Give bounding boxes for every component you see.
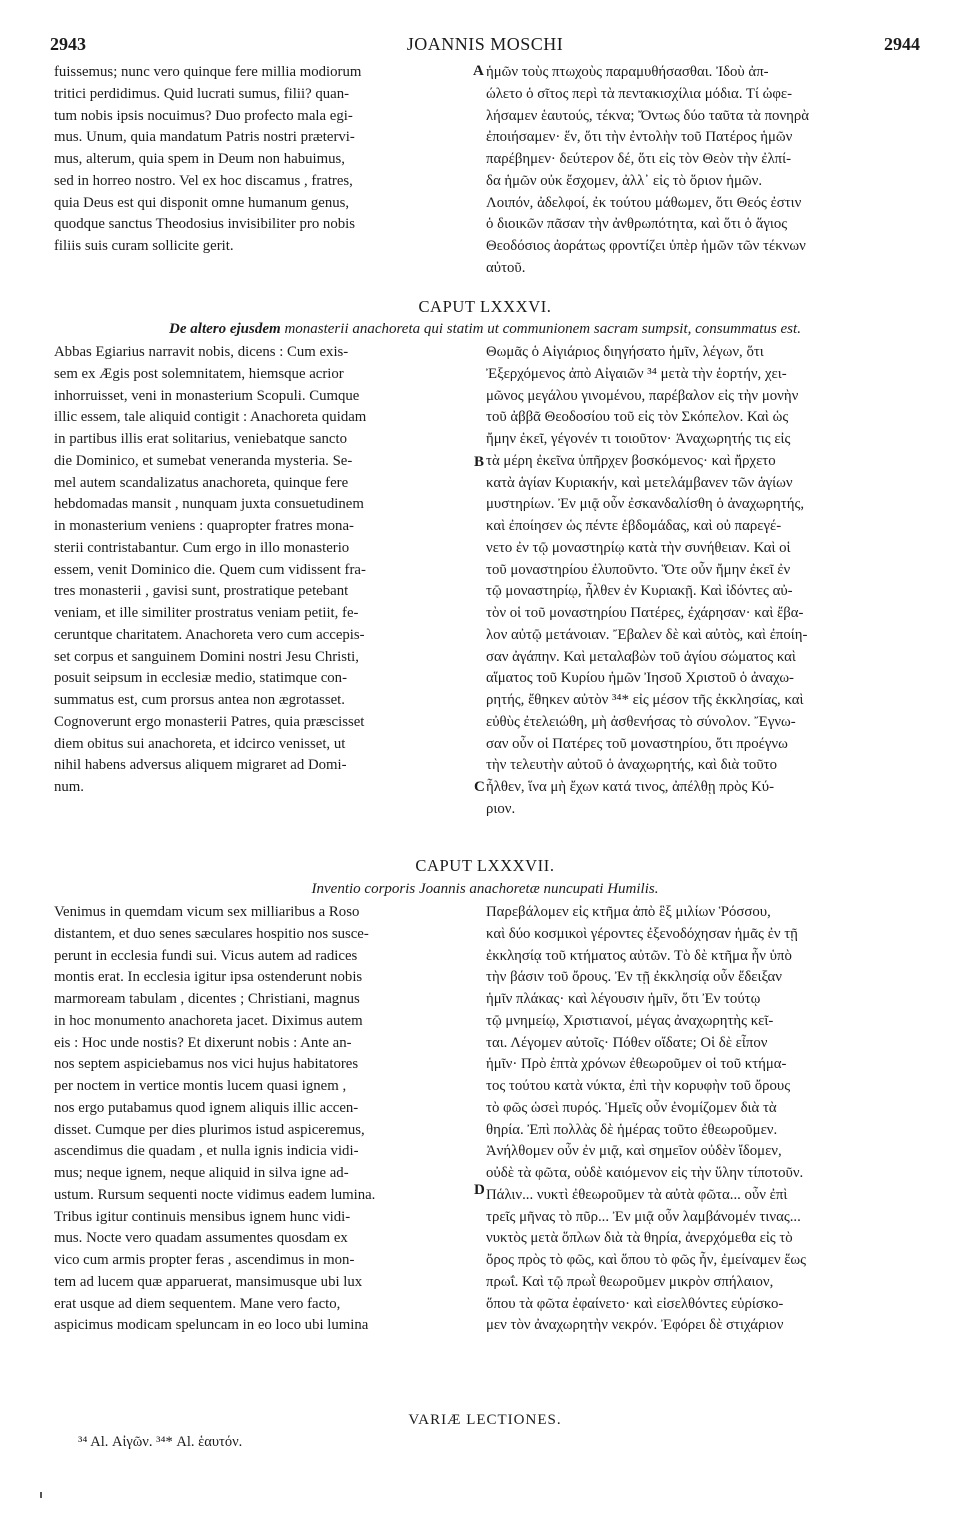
running-title: JOANNIS MOSCHI — [406, 34, 564, 54]
text-line: mus. Unum, quia mandatum Patris nostri prætervi- — [54, 129, 355, 146]
greek-column-ch86 — [486, 342, 918, 826]
chapter-87-subtitle: Inventio corporis Joannis anachoretæ nuncupati Humilis. — [311, 881, 659, 897]
text-line: ἡμῖν· Πρὸ ἑπτὰ χρόνων ἐθεωροῦμεν οἱ τοῦ κτήμα- — [486, 1056, 787, 1073]
latin-column-ch87 — [54, 902, 472, 1342]
text-line: aspicimus modicam speluncam in eo loco ubi lumina — [54, 1317, 369, 1334]
text-line: ται. Λέγομεν αὐτοῖς· Πόθεν οἴδατε; Οἱ δὲ εἶπον — [486, 1034, 768, 1051]
text-line: Cognoverunt ergo monasterii Patres, quia præscisset — [54, 713, 365, 730]
text-line: σαν ἀγάπην. Καὶ μεταλαβὼν τοῦ ἁγίου σώματος καὶ — [486, 648, 796, 665]
chapter-86-subtitle — [50, 321, 920, 338]
text-line: τος τούτου κατὰ νύκτα, ἐπὶ τὴν κορυφὴν τοῦ ὄρους — [486, 1078, 791, 1094]
text-line: ἡμῶν τοὺς πτωχοὺς παραμυθήσασθαι. Ἰδοὺ ἀπ- — [486, 64, 769, 80]
text-line: τοῦ ἀββᾶ Θεοδοσίου τοῦ εἰς τὸν Σκόπελον. Καὶ ὡς — [486, 409, 789, 426]
text-line: σαν οὖν οἱ Πατέρες τοῦ μοναστηρίου, ὅτι προέγνω — [486, 735, 788, 752]
text-line: ώλετο ὁ σῖτος περὶ τὰ πεντακισχίλια μόδια. Τί ὠφε- — [486, 85, 793, 102]
text-line: filiis suis curam sollicite gerit. — [54, 238, 234, 254]
text-line: tritici perdidimus. Quid lucrati sumus, filii? quan- — [54, 85, 350, 102]
text-line: νετο ἐν τῷ μοναστηρίῳ κατὰ τὴν συνήθειαν. Καὶ οἱ — [486, 539, 791, 556]
text-line: τῷ μνημείῳ, Χριστιανοί, μέγας ἀναχωρητὴς κεῖ- — [486, 1012, 774, 1029]
text-line: erat usque ad diem sequentem. Mane vero facto, — [54, 1295, 341, 1312]
left-page-number: 2943 — [50, 34, 86, 54]
text-line: θηρία. Ἐπὶ πολλὰς δὲ ἡμέρας τοῦτο ἐθεωροῦμεν. — [486, 1121, 778, 1138]
text-line: καὶ δύο κοσμικοὶ γέροντες ἐξενοδόχησαν ἡμᾶς ἐν τῇ — [486, 925, 798, 942]
text-line: vico cum armis propter feras , ascendimus in mon- — [54, 1252, 355, 1268]
text-line: in hoc monumento anachoreta jacet. Diximus autem — [54, 1012, 363, 1029]
text-line: nos septem aspiciebamus nos vici hujus habitatores — [54, 1056, 359, 1073]
text-line: αἵματος τοῦ Κυρίου ἡμῶν Ἰησοῦ Χριστοῦ ὁ ἀναχω- — [486, 670, 794, 687]
text-line: hebdomadas mansit , nunquam juxta consuetudinem — [54, 496, 364, 513]
text-line: set corpus et sanguinem Domini nostri Jesu Christi, — [54, 648, 359, 665]
text-line: λήσαμεν ἑαυτούς, τέκνα; Ὄντως δύο ταῦτα τὰ πονηρὰ — [486, 107, 810, 124]
latin-column-block1 — [54, 62, 472, 260]
text-line: per noctem in vertice montis lucem quasi ignem , — [54, 1078, 347, 1094]
text-line: νυκτὸς μετὰ ὅπλων διὰ τὰ θηρία, ἀνερχόμεθα εἰς τὸ — [486, 1230, 793, 1247]
text-line: nos ergo putabamus quod ignem aliquis illic accen- — [54, 1099, 359, 1116]
text-line: inhorruisset, veni in monasterium Scopuli. Cumque — [54, 387, 360, 404]
text-line: μεν τὸν ἀναχωρητὴν νεκρόν. Ἐφόρει δὲ στιχάριον — [486, 1317, 784, 1334]
text-line: ustum. Rursum sequenti nocte vidimus eadem lumina. — [54, 1186, 376, 1203]
text-line: Abbas Egiarius narravit nobis, dicens : Cum exis- — [54, 344, 349, 360]
text-line: τὸν οἱ τοῦ μοναστηρίου Πατέρες, ἐχάρησαν· καὶ ἔβα- — [486, 605, 804, 621]
text-line: Ἀνήλθομεν οὖν ἐν μιᾷ, καὶ σημεῖον οὐδὲν ἴδομεν, — [486, 1143, 782, 1160]
chapter-86-heading: CAPUT LXXXVI. — [418, 297, 552, 316]
text-line: eis : Hoc unde nostis? Et dixerunt nobis : Ante an- — [54, 1034, 352, 1051]
text-line: ἤμην ἐκεῖ, γέγονέν τι τοιοῦτον· Ἀναχωρητής τις εἰς — [486, 431, 791, 447]
text-line: οὐδὲ τὰ φῶτα, οὐδὲ καιόμενον εἰς τὴν ὕλην τίποτοῦν. — [486, 1165, 804, 1181]
text-line: Ἐξερχόμενος ἀπὸ Αἰγαιῶν ³⁴ μετὰ τὴν ἑορτήν, χει- — [486, 365, 787, 382]
text-line: ἐποιήσαμεν· ἕν, ὅτι τὴν ἐντολὴν τοῦ Πατέρος ἡμῶν — [486, 129, 793, 146]
text-line: disset. Cumque per dies plurimos istud aspiceremus, — [54, 1121, 365, 1138]
text-line: τρεῖς μῆνας τὸ πῦρ... Ἐν μιᾷ οὖν λαμβάνομέν τινας... — [486, 1208, 801, 1225]
variant-readings-notes: ³⁴ Al. Αἰγῶν. ³⁴* Al. ἑαυτόν. — [78, 1434, 243, 1450]
text-line: τὰ μέρη ἐκεῖνα ὑπῆρχεν βοσκόμενος· καὶ ἤρχετο — [486, 452, 776, 469]
chapter-87-heading: CAPUT LXXXVII. — [415, 856, 555, 875]
text-line: Θωμᾶς ὁ Αἰγιάριος διηγήσατο ἡμῖν, λέγων, ὅτι — [486, 344, 764, 360]
text-line: tum nobis ipsis nocuimus? Duo profecto mala egi- — [54, 107, 353, 124]
text-line: εὐθὺς ἐτελειώθη, μὴ ἀσθενήσας τὸ σύνολον. Ἔγνω- — [486, 713, 796, 730]
margin-letter-b: B — [474, 454, 485, 470]
text-line: sed in horreo nostro. Vel ex hoc discamus , fratres, — [54, 172, 353, 189]
text-line: die Dominico, et sumebat veneranda mysteria. Se- — [54, 452, 353, 469]
text-line: essem, venit Dominico die. Quem cum vidissent fra- — [54, 561, 366, 578]
text-line: ρητής, ἔθηκεν αὐτὸν ³⁴* εἰς μέσον τῆς ἐκκλησίας, καὶ — [486, 692, 804, 708]
text-line: κατὰ ἁγίαν Κυριακήν, καὶ μετελάμβανεν τῶν ἁγίων — [486, 474, 793, 491]
text-line: quodque sanctus Theodosius invisibiliter pro nobis — [54, 216, 355, 233]
text-line: sterii contristabantur. Cum ergo in illo monasterio — [54, 539, 350, 556]
subtitle-lead: De altero ejusdem — [169, 321, 281, 337]
running-header — [50, 34, 920, 58]
greek-column-ch87 — [486, 902, 918, 1342]
text-line: Tribus igitur continuis mensibus ignem hunc vidi- — [54, 1208, 351, 1225]
text-line: summatus est, cum prorsus antea non ægrotasset. — [54, 692, 345, 708]
text-line: fuissemus; nunc vero quinque fere millia modiorum — [54, 64, 362, 80]
text-line: mus, alterum, quia spem in Deum non habuimus, — [54, 151, 345, 167]
margin-letter-a: A — [473, 63, 484, 79]
text-line: ceruntque charitatem. Anachoreta vero cum accepis- — [54, 626, 365, 643]
text-line: τὴν τελευτὴν αὐτοῦ ὁ ἀναχωρητής, καὶ διὰ τοῦτο — [486, 757, 777, 774]
right-page-number: 2944 — [884, 34, 920, 54]
text-line: marmoream tabulam , dicentes ; Christiani, magnus — [54, 991, 360, 1007]
text-line: diem obitus sui anachoreta, et idcirco venisset, ut — [54, 735, 346, 752]
text-line: mel autem scandalizatus anachoreta, quinque fere — [54, 474, 349, 491]
text-line: ὁ διοικῶν πᾶσαν τὴν ἀνθρωπότητα, καὶ ὅτι ὁ ἅγιος — [486, 216, 788, 233]
text-line: ριον. — [486, 800, 516, 817]
text-line: distantem, et duo senes sæculares hospitio nos susce- — [54, 925, 369, 942]
text-line: montis erat. In ecclesia igitur ipsa ostenderunt nobis — [54, 969, 363, 986]
text-line: Θεοδόσιος ἀοράτως φροντίζει ὑπὲρ ἡμῶν τῶν τέκνων — [486, 238, 806, 254]
text-line: τοῦ μοναστηρίου ἐλυποῦντο. Ὅτε οὖν ἤμην ἐκεῖ ἐν — [486, 561, 791, 578]
text-line: num. — [54, 779, 85, 795]
text-line: ὄρος πρὸς τὸ φῶς, καὶ ὅπου τὸ φῶς ἦν, ἐμείναμεν ἕως — [486, 1252, 807, 1268]
text-line: tres monasterii , gavisi sunt, prostratique petebant — [54, 583, 349, 600]
greek-column-block1 — [486, 62, 918, 282]
text-line: ἐκκλησίᾳ τοῦ κτήματος αὐτῶν. Τὸ δὲ κτῆμα ἦν ὑπὸ — [486, 947, 792, 964]
margin-letter-c: C — [474, 779, 485, 795]
text-line: posuit seipsum in ecclesiæ medio, statimque con- — [54, 670, 348, 687]
variae-lectiones-heading: VARIÆ LECTIONES. — [408, 1412, 562, 1428]
text-line: καὶ ἐποίησεν ὡς πέντε ἑβδομάδας, καὶ οὐ παρεγέ- — [486, 518, 782, 534]
text-line: λον αὐτῷ μετάνοιαν. Ἔβαλεν δὲ καὶ αὐτὸς, καὶ ἐποίη- — [486, 626, 808, 643]
text-line: ἦλθεν, ἵνα μὴ ἔχων κατά τινος, ἀπέλθῃ πρὸς Κύ- — [486, 779, 775, 795]
text-line: veniam, et ille similiter prostratus veniam petiit, fe- — [54, 605, 359, 621]
text-line: in monasterium veniens : quapropter fratres mona- — [54, 518, 354, 534]
text-line: perunt in ecclesia fundi sui. Vicus autem ad radices — [54, 947, 358, 964]
text-line: Λοιπόν, ἀδελφοί, ἐκ τούτου μάθωμεν, ὅτι Θεός ἐστιν — [486, 194, 802, 211]
latin-column-ch86 — [54, 342, 472, 804]
text-line: παρέβημεν· δεύτερον δέ, ὅτι εἰς τὸν Θεὸν τὴν ἐλπί- — [486, 151, 792, 167]
margin-letter-d: D — [474, 1182, 485, 1198]
text-line: μῶνος μεγάλου γινομένου, παρέβαλον εἰς τὴν μονὴν — [486, 387, 799, 404]
subtitle-rest: monasterii anachoreta qui statim ut communionem sacram sumpsit, consummatus est. — [280, 321, 801, 337]
text-line: τῷ μοναστηρίῳ, ἦλθεν ἐν Κυριακῇ. Καὶ ἰδόντες αὐ- — [486, 583, 793, 600]
text-line: δα ἡμῶν οὐκ ἔσχομεν, ἀλλ᾽ εἰς τὸ ὅριον ἡμῶν. — [486, 172, 763, 189]
text-line: illic essem, tale aliquid contigit : Anachoreta quidam — [54, 409, 367, 426]
text-line: tem ad lucem quæ apparuerat, mansimusque ubi lux — [54, 1273, 363, 1290]
text-line: Πάλιν... νυκτὶ ἐθεωροῦμεν τὰ αὐτὰ φῶτα... οὖν ἐπὶ — [486, 1186, 788, 1203]
text-line: ὅπου τὰ φῶτα ἐφαίνετο· καὶ εἰσελθόντες εὑρίσκο- — [486, 1295, 784, 1312]
text-line: τὸ φῶς ὡσεὶ πυρός. Ἡμεῖς οὖν ἐνομίζομεν διὰ τὰ — [486, 1099, 777, 1116]
text-line: τὴν βάσιν τοῦ ὄρους. Ἐν τῇ ἐκκλησίᾳ οὖν ἔδειξαν — [486, 969, 782, 986]
text-line: mus; neque ignem, neque aliquid in silva igne ad- — [54, 1165, 349, 1181]
text-line: mus. Nocte vero quadam assumentes quosdam ex — [54, 1230, 348, 1247]
text-line: πρωΐ. Καὶ τῷ πρωῒ θεωροῦμεν μικρὸν σπήλαιον, — [486, 1273, 774, 1290]
text-line: ascendimus die quadam , et nulla ignis indicia vidi- — [54, 1143, 359, 1160]
text-line: Παρεβάλομεν εἰς κτῆμα ἀπὸ ἓξ μιλίων Ῥόσσου, — [486, 904, 771, 920]
text-line: Venimus in quemdam vicum sex milliaribus a Roso — [54, 904, 360, 920]
text-line: nihil habens adversus aliquem migraret ad Domi- — [54, 757, 347, 774]
text-line: quia Deus est qui disponit omne humanum genus, — [54, 194, 350, 211]
text-line: μυστηρίων. Ἐν μιᾷ οὖν ἐσκανδαλίσθη ὁ ἀναχωρητής, — [486, 496, 805, 513]
text-line: ἡμῖν πλάκας· καὶ λέγουσιν ἡμῖν, ὅτι Ἐν τούτῳ — [486, 991, 761, 1007]
text-line: αὐτοῦ. — [486, 259, 526, 276]
text-line: in partibus illis erat solitarius, veniebatque sancto — [54, 431, 347, 447]
scan-speck — [40, 1492, 42, 1498]
text-line: sem ex Ægis post solemnitatem, hiemsque acrior — [54, 365, 344, 382]
